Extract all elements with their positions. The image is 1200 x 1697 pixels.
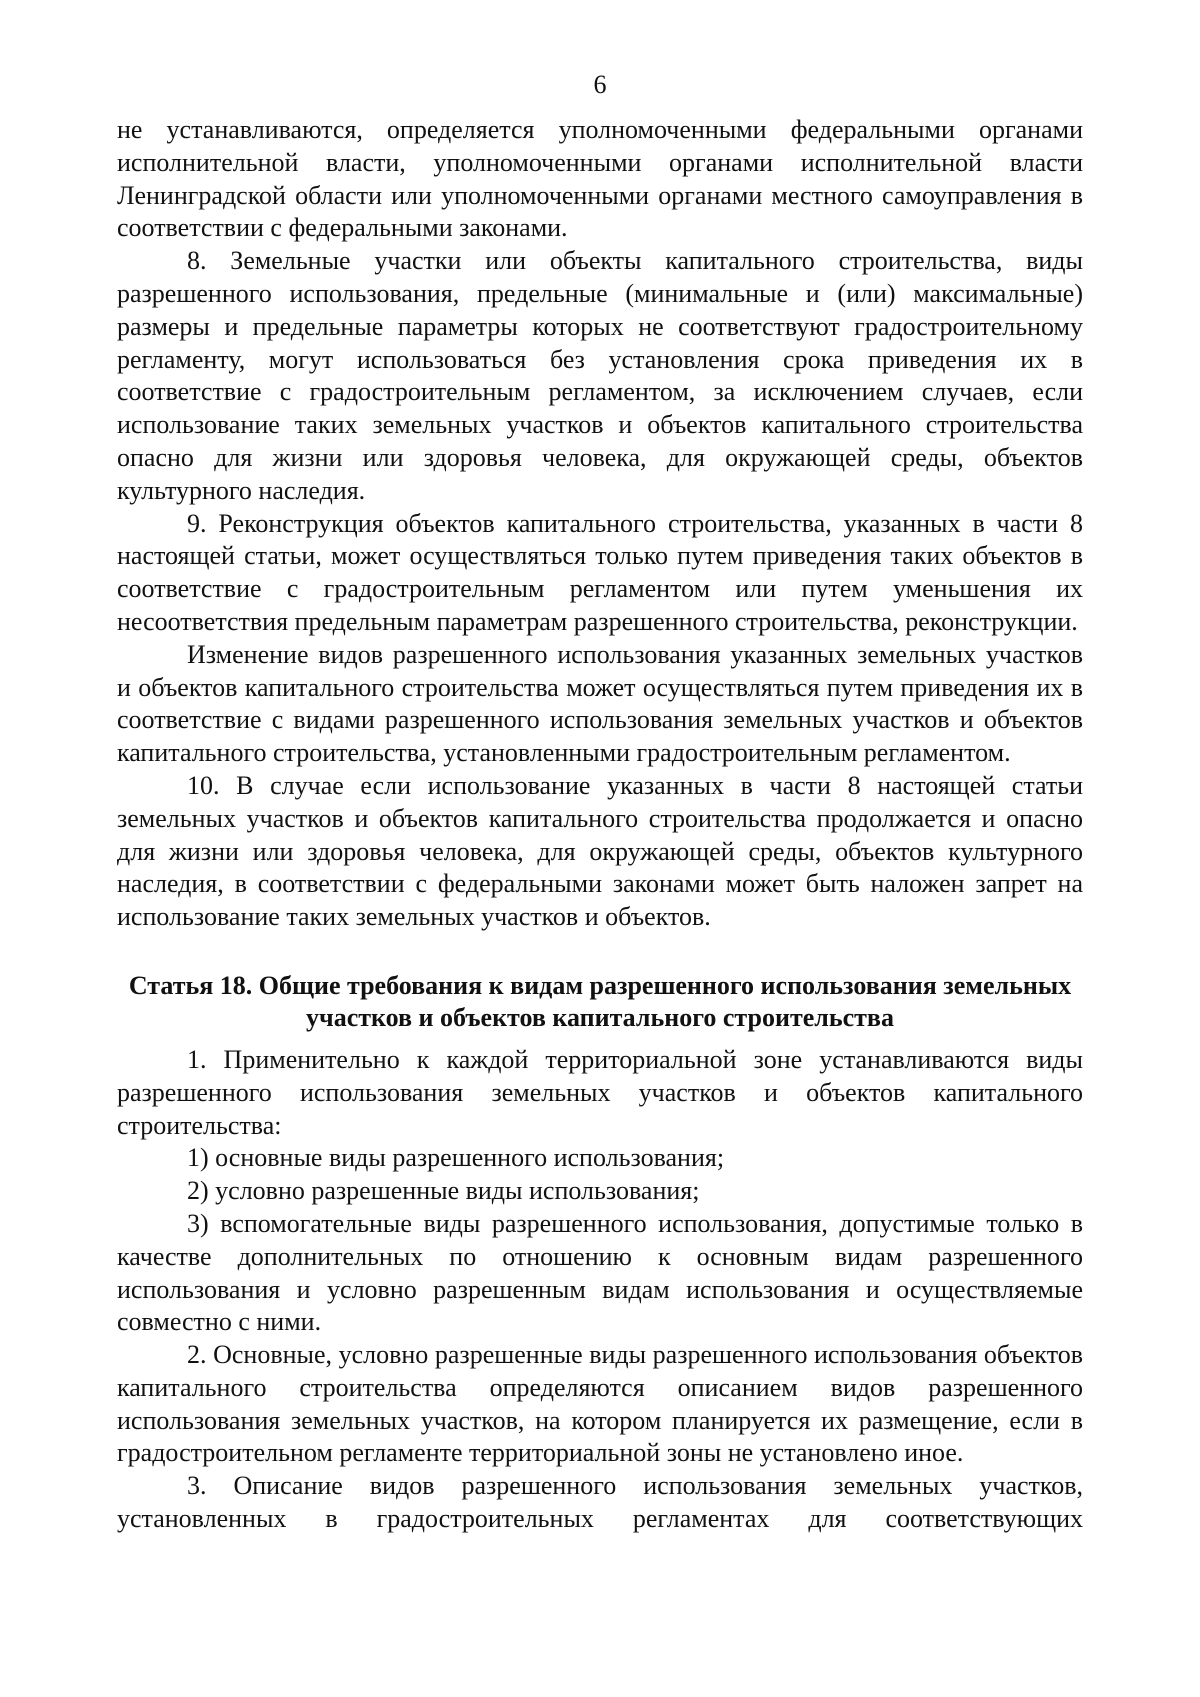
list-item: 3) вспомогательные виды разрешенного использования, допустимые только в качестве дополнительных по отношению к основным видам разрешенного использования и условно разрешенным видам использования и осуществляемые совместно с ними.	[117, 1208, 1083, 1337]
paragraph-9-continued: Изменение видов разрешенного использования указанных земельных участков и объектов капитального строительства может осуществляться путем приведения их в соответствие с видами разрешенного использования земельных участков и объектов капитального строительства, установленными градостроительным регламентом.	[117, 639, 1083, 768]
article-paragraph-3: 3. Описание видов разрешенного использования земельных участков, установленных в градостроительных регламентах для соответствующих	[117, 1471, 1083, 1534]
page-number: 6	[593, 70, 607, 99]
paragraph-9: 9. Реконструкция объектов капитального строительства, указанных в части 8 настоящей статьи, может осуществляться только путем приведения таких объектов в соответствие с градостроительным регламентом или путем уменьшения их несоответствия предельным параметрам разрешенного строительства, реконструкции.	[117, 508, 1083, 636]
paragraph-10: 10. В случае если использование указанных в части 8 настоящей статьи земельных участков и объектов капитального строительства продолжается и опасно для жизни или здоровья человека, для окружающей среды, объектов культурного наследия, в соответствии с федеральными законами может быть наложен запрет на использование таких земельных участков и объектов.	[117, 770, 1083, 932]
list-item: 1) основные виды разрешенного использования;	[187, 1143, 725, 1173]
article-paragraph-2: 2. Основные, условно разрешенные виды разрешенного использования объектов капитального строительства определяются описанием видов разрешенного использования земельных участков, на котором планируется их размещение, если в градостроительном регламенте территориальной зоны не установлено иное.	[117, 1340, 1083, 1468]
paragraph-continuation: не устанавливаются, определяется уполномоченными федеральными органами исполнительной власти, уполномоченными органами исполнительной власти Ленинградской области или уполномоченными органами местного самоуправления в соответствии с федеральными законами.	[117, 115, 1083, 243]
article-paragraph-1: 1. Применительно к каждой территориальной зоне устанавливаются виды разрешенного использования земельных участков и объектов капитального строительства:	[117, 1044, 1083, 1140]
paragraph-8: 8. Земельные участки или объекты капитального строительства, виды разрешенного использования, предельные (минимальные и (или) максимальные) размеры и предельные параметры которых не соответствуют градостроительному регламенту, могут использоваться без установления срока приведения их в соответствие с градостроительным регламентом, за исключением случаев, если использование таких земельных участков и объектов капитального строительства опасно для жизни или здоровья человека, для окружающей среды, объектов культурного наследия.	[117, 246, 1083, 505]
document-body	[117, 114, 1083, 1536]
list-item: 2) условно разрешенные виды использования;	[187, 1176, 700, 1206]
article-heading: Статья 18. Общие требования к видам разрешенного использования земельных участков и объектов капитального строительства	[128, 970, 1072, 1032]
